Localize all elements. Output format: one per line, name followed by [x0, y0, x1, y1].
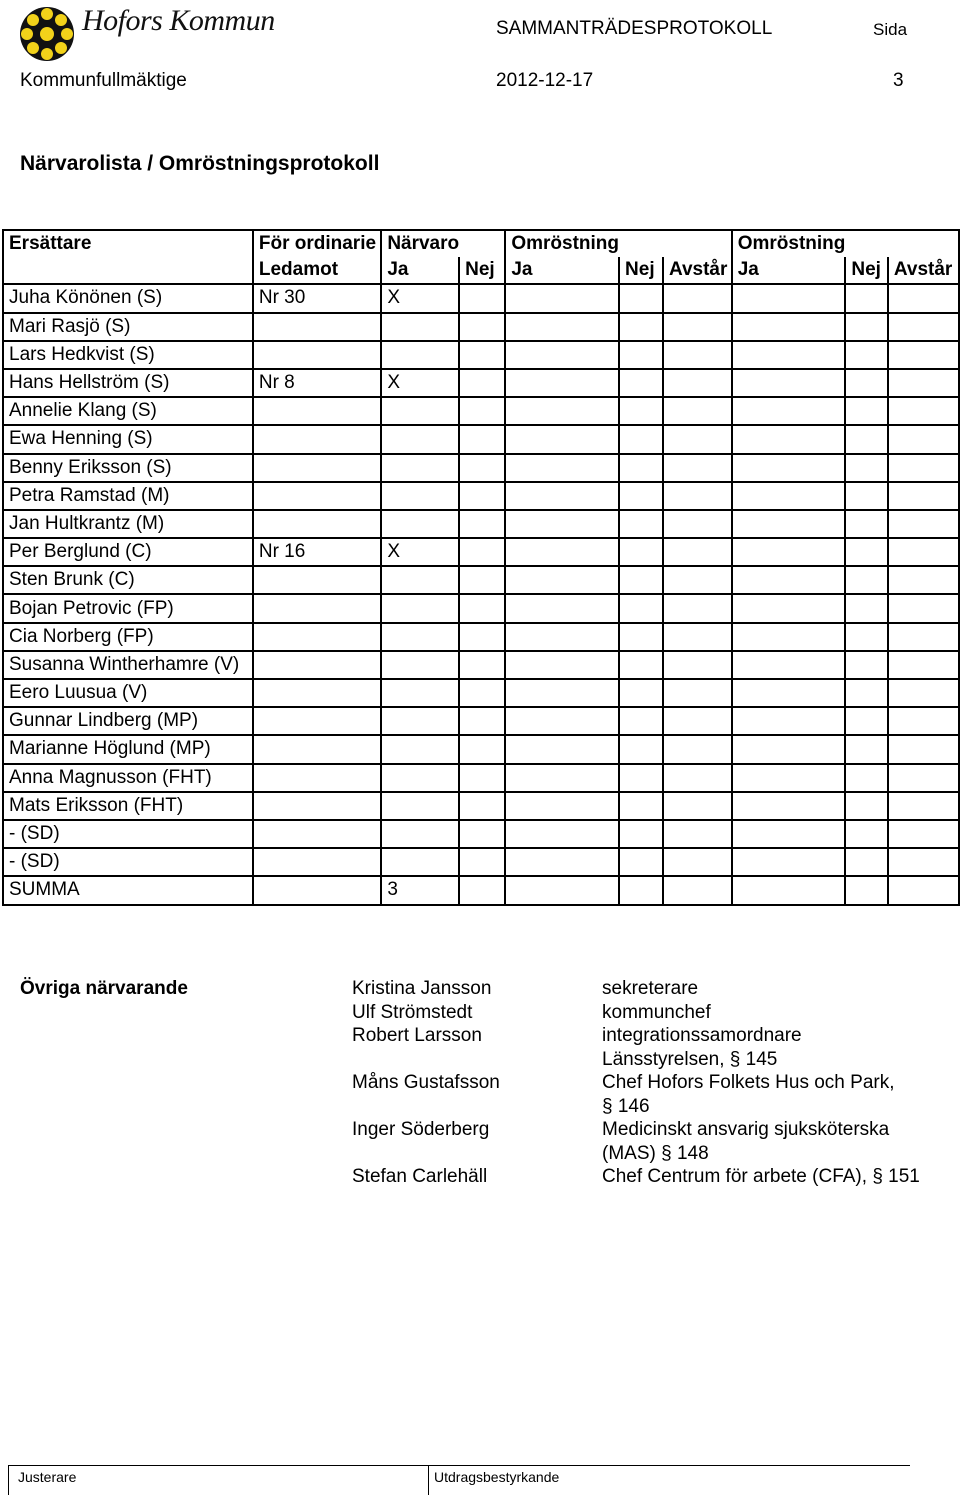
table-header-cell: Ledamot	[253, 257, 381, 284]
table-cell: Mats Eriksson (FHT)	[3, 792, 253, 820]
table-cell	[663, 651, 732, 679]
table-cell	[732, 284, 846, 312]
attendee-name: Ulf Strömstedt	[352, 1002, 473, 1023]
table-cell	[459, 425, 505, 453]
table-cell	[381, 594, 459, 622]
table-row	[3, 538, 959, 566]
table-cell: - (SD)	[3, 848, 253, 876]
table-cell	[381, 848, 459, 876]
table-cell	[732, 482, 846, 510]
table-cell	[253, 482, 381, 510]
table-cell	[888, 848, 959, 876]
table-cell	[663, 764, 732, 792]
table-cell	[381, 764, 459, 792]
table-cell	[381, 623, 459, 651]
table-cell	[663, 566, 732, 594]
table-cell	[663, 848, 732, 876]
table-cell	[663, 707, 732, 735]
organ-name: Kommunfullmäktige	[20, 70, 187, 91]
hofors-sun-logo	[18, 5, 76, 63]
attendee-role: sekreterare	[602, 978, 699, 999]
table-cell	[888, 510, 959, 538]
table-cell	[505, 454, 619, 482]
table-cell	[888, 679, 959, 707]
table-cell	[845, 623, 887, 651]
table-cell: - (SD)	[3, 820, 253, 848]
table-cell	[253, 623, 381, 651]
table-cell	[888, 284, 959, 312]
table-cell	[381, 454, 459, 482]
table-cell	[845, 313, 887, 341]
table-cell: Ewa Henning (S)	[3, 425, 253, 453]
page-label: Sida	[873, 20, 908, 39]
table-row	[3, 764, 959, 792]
table-header-cell	[845, 230, 887, 257]
table-cell	[845, 397, 887, 425]
attendee-name: Robert Larsson	[352, 1025, 482, 1046]
table-cell	[459, 594, 505, 622]
table-cell	[253, 735, 381, 763]
table-row	[3, 820, 959, 848]
table-cell	[253, 792, 381, 820]
table-cell	[663, 369, 732, 397]
table-cell: Juha Könönen (S)	[3, 284, 253, 312]
table-cell	[732, 651, 846, 679]
table-cell	[845, 707, 887, 735]
table-cell	[253, 566, 381, 594]
table-cell	[381, 510, 459, 538]
table-cell	[888, 341, 959, 369]
table-cell	[732, 735, 846, 763]
attendee-role: integrationssamordnare	[602, 1025, 802, 1046]
table-cell	[888, 707, 959, 735]
attendee-role: Medicinskt ansvarig sjuksköterska	[602, 1119, 890, 1140]
table-cell	[845, 510, 887, 538]
table-cell	[663, 820, 732, 848]
table-cell	[663, 735, 732, 763]
table-header-cell	[459, 230, 505, 257]
table-cell: Susanna Wintherhamre (V)	[3, 651, 253, 679]
table-cell: Marianne Höglund (MP)	[3, 735, 253, 763]
table-cell	[732, 341, 846, 369]
table-cell	[253, 454, 381, 482]
table-cell	[459, 510, 505, 538]
table-cell	[253, 707, 381, 735]
table-cell	[459, 651, 505, 679]
table-cell	[381, 792, 459, 820]
table-cell	[732, 594, 846, 622]
table-row	[3, 623, 959, 651]
table-cell	[505, 651, 619, 679]
table-cell	[253, 397, 381, 425]
table-cell	[253, 876, 381, 904]
table-cell: Annelie Klang (S)	[3, 397, 253, 425]
table-cell	[505, 566, 619, 594]
table-cell	[845, 876, 887, 904]
table-cell	[845, 454, 887, 482]
table-cell	[381, 313, 459, 341]
table-cell	[845, 594, 887, 622]
table-header-cell	[3, 257, 253, 284]
table-cell	[459, 764, 505, 792]
table-cell: Bojan Petrovic (FP)	[3, 594, 253, 622]
other-attendees-label: Övriga närvarande	[20, 978, 188, 999]
attendee-name: Måns Gustafsson	[352, 1072, 500, 1093]
table-cell: Lars Hedkvist (S)	[3, 341, 253, 369]
table-row	[3, 284, 959, 312]
table-cell	[888, 623, 959, 651]
table-cell: Jan Hultkrantz (M)	[3, 510, 253, 538]
table-row	[3, 735, 959, 763]
table-cell	[381, 425, 459, 453]
footer-utdragsbestyrkande: Utdragsbestyrkande	[434, 1469, 560, 1485]
table-header-cell: För ordinarie	[253, 230, 381, 257]
table-cell	[253, 679, 381, 707]
footer-justerare: Justerare	[18, 1469, 77, 1485]
table-cell	[888, 651, 959, 679]
table-cell	[845, 848, 887, 876]
table-cell: X	[381, 284, 459, 312]
table-cell	[888, 876, 959, 904]
table-row	[3, 397, 959, 425]
table-cell	[619, 510, 663, 538]
table-cell	[381, 566, 459, 594]
table-cell	[505, 425, 619, 453]
table-cell	[619, 707, 663, 735]
table-header-row	[3, 257, 959, 284]
table-cell	[505, 510, 619, 538]
attendee-role: kommunchef	[602, 1002, 711, 1023]
table-cell	[459, 623, 505, 651]
table-cell	[253, 341, 381, 369]
table-cell	[459, 369, 505, 397]
table-cell	[253, 425, 381, 453]
table-cell: Anna Magnusson (FHT)	[3, 764, 253, 792]
table-cell	[619, 313, 663, 341]
footer-divider-left	[8, 1465, 9, 1495]
table-cell	[505, 679, 619, 707]
table-cell	[888, 369, 959, 397]
attendance-table	[2, 229, 960, 906]
table-cell	[663, 679, 732, 707]
table-cell	[459, 538, 505, 566]
table-cell: X	[381, 538, 459, 566]
table-cell	[732, 454, 846, 482]
table-header-cell	[619, 230, 663, 257]
table-cell	[619, 425, 663, 453]
page-number: 3	[893, 70, 904, 91]
table-cell	[505, 820, 619, 848]
table-cell	[888, 764, 959, 792]
table-cell	[732, 876, 846, 904]
table-header-cell: Ja	[732, 257, 846, 284]
table-cell	[732, 510, 846, 538]
table-cell	[663, 482, 732, 510]
table-cell: Nr 8	[253, 369, 381, 397]
table-cell	[505, 623, 619, 651]
table-cell	[845, 651, 887, 679]
table-cell	[619, 792, 663, 820]
table-cell	[505, 341, 619, 369]
table-cell	[845, 482, 887, 510]
table-cell	[505, 397, 619, 425]
table-row	[3, 510, 959, 538]
table-row	[3, 679, 959, 707]
table-cell	[619, 454, 663, 482]
table-header-cell: Ja	[381, 257, 459, 284]
table-cell: Nr 30	[253, 284, 381, 312]
table-cell	[381, 679, 459, 707]
table-cell	[459, 341, 505, 369]
table-cell	[732, 679, 846, 707]
table-header-cell	[888, 230, 959, 257]
table-cell	[459, 792, 505, 820]
table-cell	[845, 764, 887, 792]
table-header-cell: Närvaro	[381, 230, 459, 257]
table-cell	[253, 764, 381, 792]
protocol-title: SAMMANTRÄDESPROTOKOLL	[496, 18, 773, 39]
table-cell	[381, 735, 459, 763]
table-cell: Per Berglund (C)	[3, 538, 253, 566]
table-cell	[459, 284, 505, 312]
table-cell	[505, 538, 619, 566]
table-cell: Cia Norberg (FP)	[3, 623, 253, 651]
table-cell	[381, 707, 459, 735]
table-cell	[381, 482, 459, 510]
table-cell	[505, 848, 619, 876]
table-cell	[845, 566, 887, 594]
table-cell: X	[381, 369, 459, 397]
table-row	[3, 425, 959, 453]
table-row	[3, 566, 959, 594]
table-cell	[619, 764, 663, 792]
table-cell	[663, 510, 732, 538]
table-header-cell: Avstår	[663, 257, 732, 284]
table-header-row	[3, 230, 959, 257]
table-row	[3, 848, 959, 876]
table-cell	[845, 341, 887, 369]
table-cell	[619, 735, 663, 763]
table-header-cell: Nej	[459, 257, 505, 284]
table-cell	[888, 566, 959, 594]
table-cell	[619, 623, 663, 651]
table-cell	[845, 792, 887, 820]
table-cell	[888, 397, 959, 425]
table-cell	[505, 284, 619, 312]
table-cell	[663, 341, 732, 369]
table-cell	[505, 876, 619, 904]
table-cell	[619, 566, 663, 594]
attendee-name: Kristina Jansson	[352, 978, 492, 999]
table-cell	[381, 820, 459, 848]
table-header-cell: Avstår	[888, 257, 959, 284]
table-cell	[888, 313, 959, 341]
table-header-cell: Ersättare	[3, 230, 253, 257]
table-cell	[253, 313, 381, 341]
table-cell	[619, 848, 663, 876]
table-cell	[732, 538, 846, 566]
table-header-cell: Ja	[505, 257, 619, 284]
table-row	[3, 341, 959, 369]
table-cell	[253, 510, 381, 538]
table-cell	[459, 876, 505, 904]
table-cell	[888, 425, 959, 453]
logo-wordmark: Hofors Kommun	[82, 4, 275, 37]
table-cell	[888, 792, 959, 820]
table-cell	[459, 679, 505, 707]
table-cell: Hans Hellström (S)	[3, 369, 253, 397]
table-cell	[619, 397, 663, 425]
table-row	[3, 369, 959, 397]
table-cell	[888, 735, 959, 763]
table-header-cell: Omröstning	[505, 230, 619, 257]
table-cell	[732, 566, 846, 594]
table-row	[3, 792, 959, 820]
table-cell	[732, 764, 846, 792]
table-cell: Petra Ramstad (M)	[3, 482, 253, 510]
table-cell	[459, 482, 505, 510]
table-cell	[505, 707, 619, 735]
table-cell	[505, 313, 619, 341]
table-cell	[888, 820, 959, 848]
table-cell	[732, 397, 846, 425]
table-header-cell: Omröstning	[732, 230, 846, 257]
table-cell: Eero Luusua (V)	[3, 679, 253, 707]
table-cell	[505, 594, 619, 622]
table-cell	[505, 764, 619, 792]
page-title: Närvarolista / Omröstningsprotokoll	[20, 152, 380, 175]
table-cell	[619, 284, 663, 312]
table-header-cell: Nej	[619, 257, 663, 284]
table-cell	[732, 792, 846, 820]
table-cell	[459, 735, 505, 763]
table-cell	[253, 651, 381, 679]
table-cell	[381, 397, 459, 425]
table-cell	[663, 792, 732, 820]
table-cell	[663, 284, 732, 312]
table-cell	[888, 454, 959, 482]
table-cell: Sten Brunk (C)	[3, 566, 253, 594]
table-cell	[505, 369, 619, 397]
table-cell: 3	[381, 876, 459, 904]
table-cell	[619, 369, 663, 397]
table-row	[3, 454, 959, 482]
table-row	[3, 876, 959, 904]
table-cell	[845, 284, 887, 312]
table-cell	[663, 425, 732, 453]
table-cell	[459, 707, 505, 735]
table-cell	[505, 792, 619, 820]
table-cell	[845, 538, 887, 566]
table-cell	[619, 876, 663, 904]
table-cell	[253, 594, 381, 622]
table-cell	[663, 538, 732, 566]
table-cell	[505, 735, 619, 763]
table-cell	[845, 425, 887, 453]
table-row	[3, 482, 959, 510]
table-cell: Gunnar Lindberg (MP)	[3, 707, 253, 735]
table-cell	[619, 538, 663, 566]
table-header-cell	[663, 230, 732, 257]
table-cell	[619, 594, 663, 622]
table-cell	[505, 482, 619, 510]
table-cell: SUMMA	[3, 876, 253, 904]
table-cell	[381, 341, 459, 369]
table-cell	[732, 425, 846, 453]
table-cell	[459, 820, 505, 848]
meeting-date: 2012-12-17	[496, 70, 594, 91]
table-cell	[845, 820, 887, 848]
table-cell	[619, 482, 663, 510]
attendee-name: Stefan Carlehäll	[352, 1166, 488, 1187]
attendee-role: (MAS) § 148	[602, 1143, 709, 1164]
table-cell	[888, 594, 959, 622]
table-cell	[459, 313, 505, 341]
table-cell: Benny Eriksson (S)	[3, 454, 253, 482]
table-cell	[253, 820, 381, 848]
table-cell	[888, 538, 959, 566]
table-cell	[253, 848, 381, 876]
footer-divider-middle	[428, 1465, 429, 1495]
table-row	[3, 707, 959, 735]
table-cell	[845, 369, 887, 397]
table-row	[3, 594, 959, 622]
table-cell	[663, 454, 732, 482]
table-cell	[845, 679, 887, 707]
footer-divider	[8, 1465, 910, 1466]
table-cell	[732, 820, 846, 848]
table-cell	[732, 313, 846, 341]
table-header-cell: Nej	[845, 257, 887, 284]
table-cell: Nr 16	[253, 538, 381, 566]
table-cell	[459, 397, 505, 425]
table-cell	[619, 651, 663, 679]
attendee-name: Inger Söderberg	[352, 1119, 490, 1140]
attendee-role: Chef Centrum för arbete (CFA), § 151	[602, 1166, 920, 1187]
table-cell	[732, 623, 846, 651]
table-cell	[663, 623, 732, 651]
table-cell	[619, 341, 663, 369]
attendee-role: Chef Hofors Folkets Hus och Park,	[602, 1072, 895, 1093]
table-cell	[663, 876, 732, 904]
table-cell	[732, 848, 846, 876]
table-cell	[663, 313, 732, 341]
table-cell	[459, 454, 505, 482]
table-cell	[845, 735, 887, 763]
table-row	[3, 313, 959, 341]
table-cell	[381, 651, 459, 679]
attendee-role: § 146	[602, 1096, 650, 1117]
table-cell	[663, 397, 732, 425]
table-row	[3, 651, 959, 679]
table-cell: Mari Rasjö (S)	[3, 313, 253, 341]
table-cell	[459, 848, 505, 876]
table-cell	[888, 482, 959, 510]
table-cell	[459, 566, 505, 594]
table-cell	[732, 369, 846, 397]
table-cell	[619, 679, 663, 707]
table-cell	[663, 594, 732, 622]
table-cell	[619, 820, 663, 848]
table-cell	[732, 707, 846, 735]
attendee-role: Länsstyrelsen, § 145	[602, 1049, 778, 1070]
